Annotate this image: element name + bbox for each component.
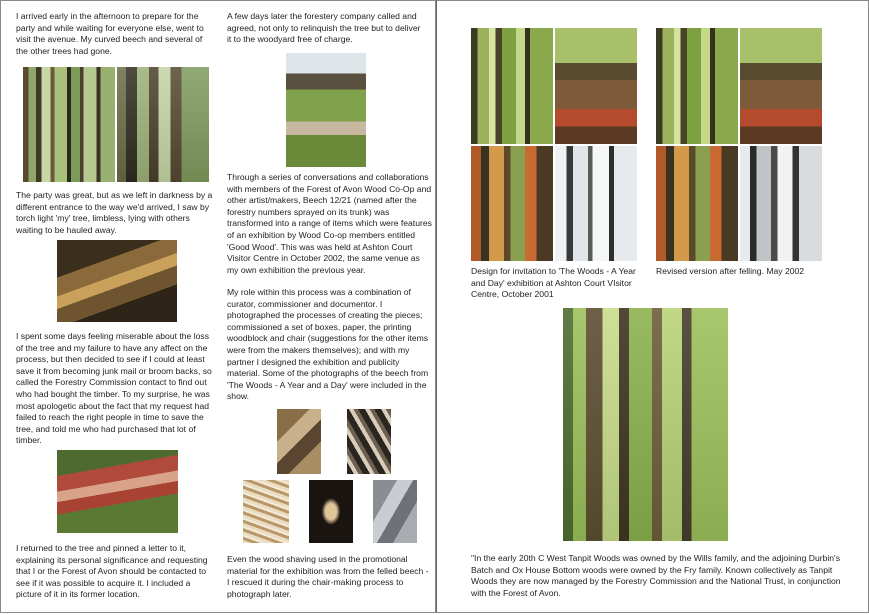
wood-shaving-photo [309, 480, 353, 543]
log-on-path-photo [286, 53, 366, 167]
left-col1-paragraph-3: I spent some days feeling miserable about the loss of the tree and my failure to have any affect on the process, but then decided to see if I could at least save it from becoming junk mail or broom backs, so called the Forestry Commission contact to find out who had bought the timber. To my surprise, he was most apologetic about the fact that my request had failed to reach the right people in time to save the tree, and told me who had purchased that lot of timber. [16, 331, 212, 446]
revised-design-grid [656, 28, 822, 261]
left-col2-paragraph-2: Through a series of conversations and collaborations with members of the Forest of Avon Wood Co-Op and other artist/makers, Beech 12/21 (named after the forestry numbers sprayed on its trunk) was transformed into a range of items which were features of an exhibition by Wood Co-op members entitled 'Good Wood'. This was was held at Ashton Court Visitor Centre in October 2002, the same venue as my own exhibition the previous year. [227, 172, 432, 275]
invitation-panel-path [555, 28, 637, 144]
tanpit-woods-photo [563, 308, 728, 541]
woodwork-photo-1 [277, 409, 321, 474]
logs-pile-photo [57, 450, 178, 533]
tanpit-woods-footnote: "In the early 20th C West Tanpit Woods was owned by the Wills family, and the adjoining Durbin's Batch and Ox House Bottom woods were owned by the Fry family. Known collectively as Tanpit Woods they are now managed by the Forestry Commission and the National Trust, in conjunction with the Forest of Avon. [471, 553, 841, 598]
invitation-panel-summer [471, 28, 553, 144]
avenue-photo-left [23, 67, 115, 182]
invitation-panel-winter [555, 146, 637, 262]
left-col2-paragraph-3: My role within this process was a combination of curator, commissioner and documentor. I photographed the processes of creating the pieces; commissioned a set of boxes, paper, the printing woodblock and chair (suggestions for the other items were from the makers themselves); and with my partner I designed the exhibition and publicity material. Some of the photographs of the beech from 'The Woods - A Year and a Day' were included in the show. [227, 287, 429, 402]
avenue-photo-right [117, 67, 209, 182]
left-col2-paragraph-4: Even the wood shaving used in the promotional material for the exhibition was from the felled beech - I rescued it during the chair-making process to photograph later. [227, 554, 429, 599]
revised-panel-summer [656, 28, 738, 144]
woodwork-photo-3 [243, 480, 289, 543]
felled-tree-night-photo [57, 240, 177, 322]
woodwork-photo-2 [347, 409, 391, 474]
revised-panel-autumn [656, 146, 738, 262]
revised-panel-path [740, 28, 822, 144]
left-col1-paragraph-2: The party was great, but as we left in darkness by a different entrance to the way we'd arrived, I saw by torch light 'my' tree, limbless, lying with others waiting to be hauled away. [16, 190, 213, 235]
woodwork-photo-5 [373, 480, 417, 543]
left-col2-paragraph-1: A few days later the forestery company called and agreed, not only to relinquish the tree but to deliver it to the woodyard free of charge. [227, 11, 421, 45]
invitation-caption: Design for invitation to 'The Woods - A Year and Day' exhibition at Ashton Court VIsitor Centre, October 2001 [471, 266, 636, 300]
invitation-panel-autumn [471, 146, 553, 262]
revised-caption: Revised version after felling. May 2002 [656, 266, 805, 276]
right-page [436, 0, 869, 613]
revised-panel-winter [740, 146, 822, 262]
avenue-photo-pair [23, 67, 209, 182]
left-col1-paragraph-4: I returned to the tree and pinned a letter to it, explaining its personal significance and requesting that I or the Forest of Avon should be contacted to see if it was possible to acquire it. I included a picture of it in its former location. [16, 543, 208, 600]
left-col1-paragraph-1: I arrived early in the afternoon to prepare for the party and while waiting for everyone else, went to visit the avenue. My curved beech and several of the other trees had gone. [16, 11, 204, 56]
invitation-design-grid [471, 28, 637, 261]
